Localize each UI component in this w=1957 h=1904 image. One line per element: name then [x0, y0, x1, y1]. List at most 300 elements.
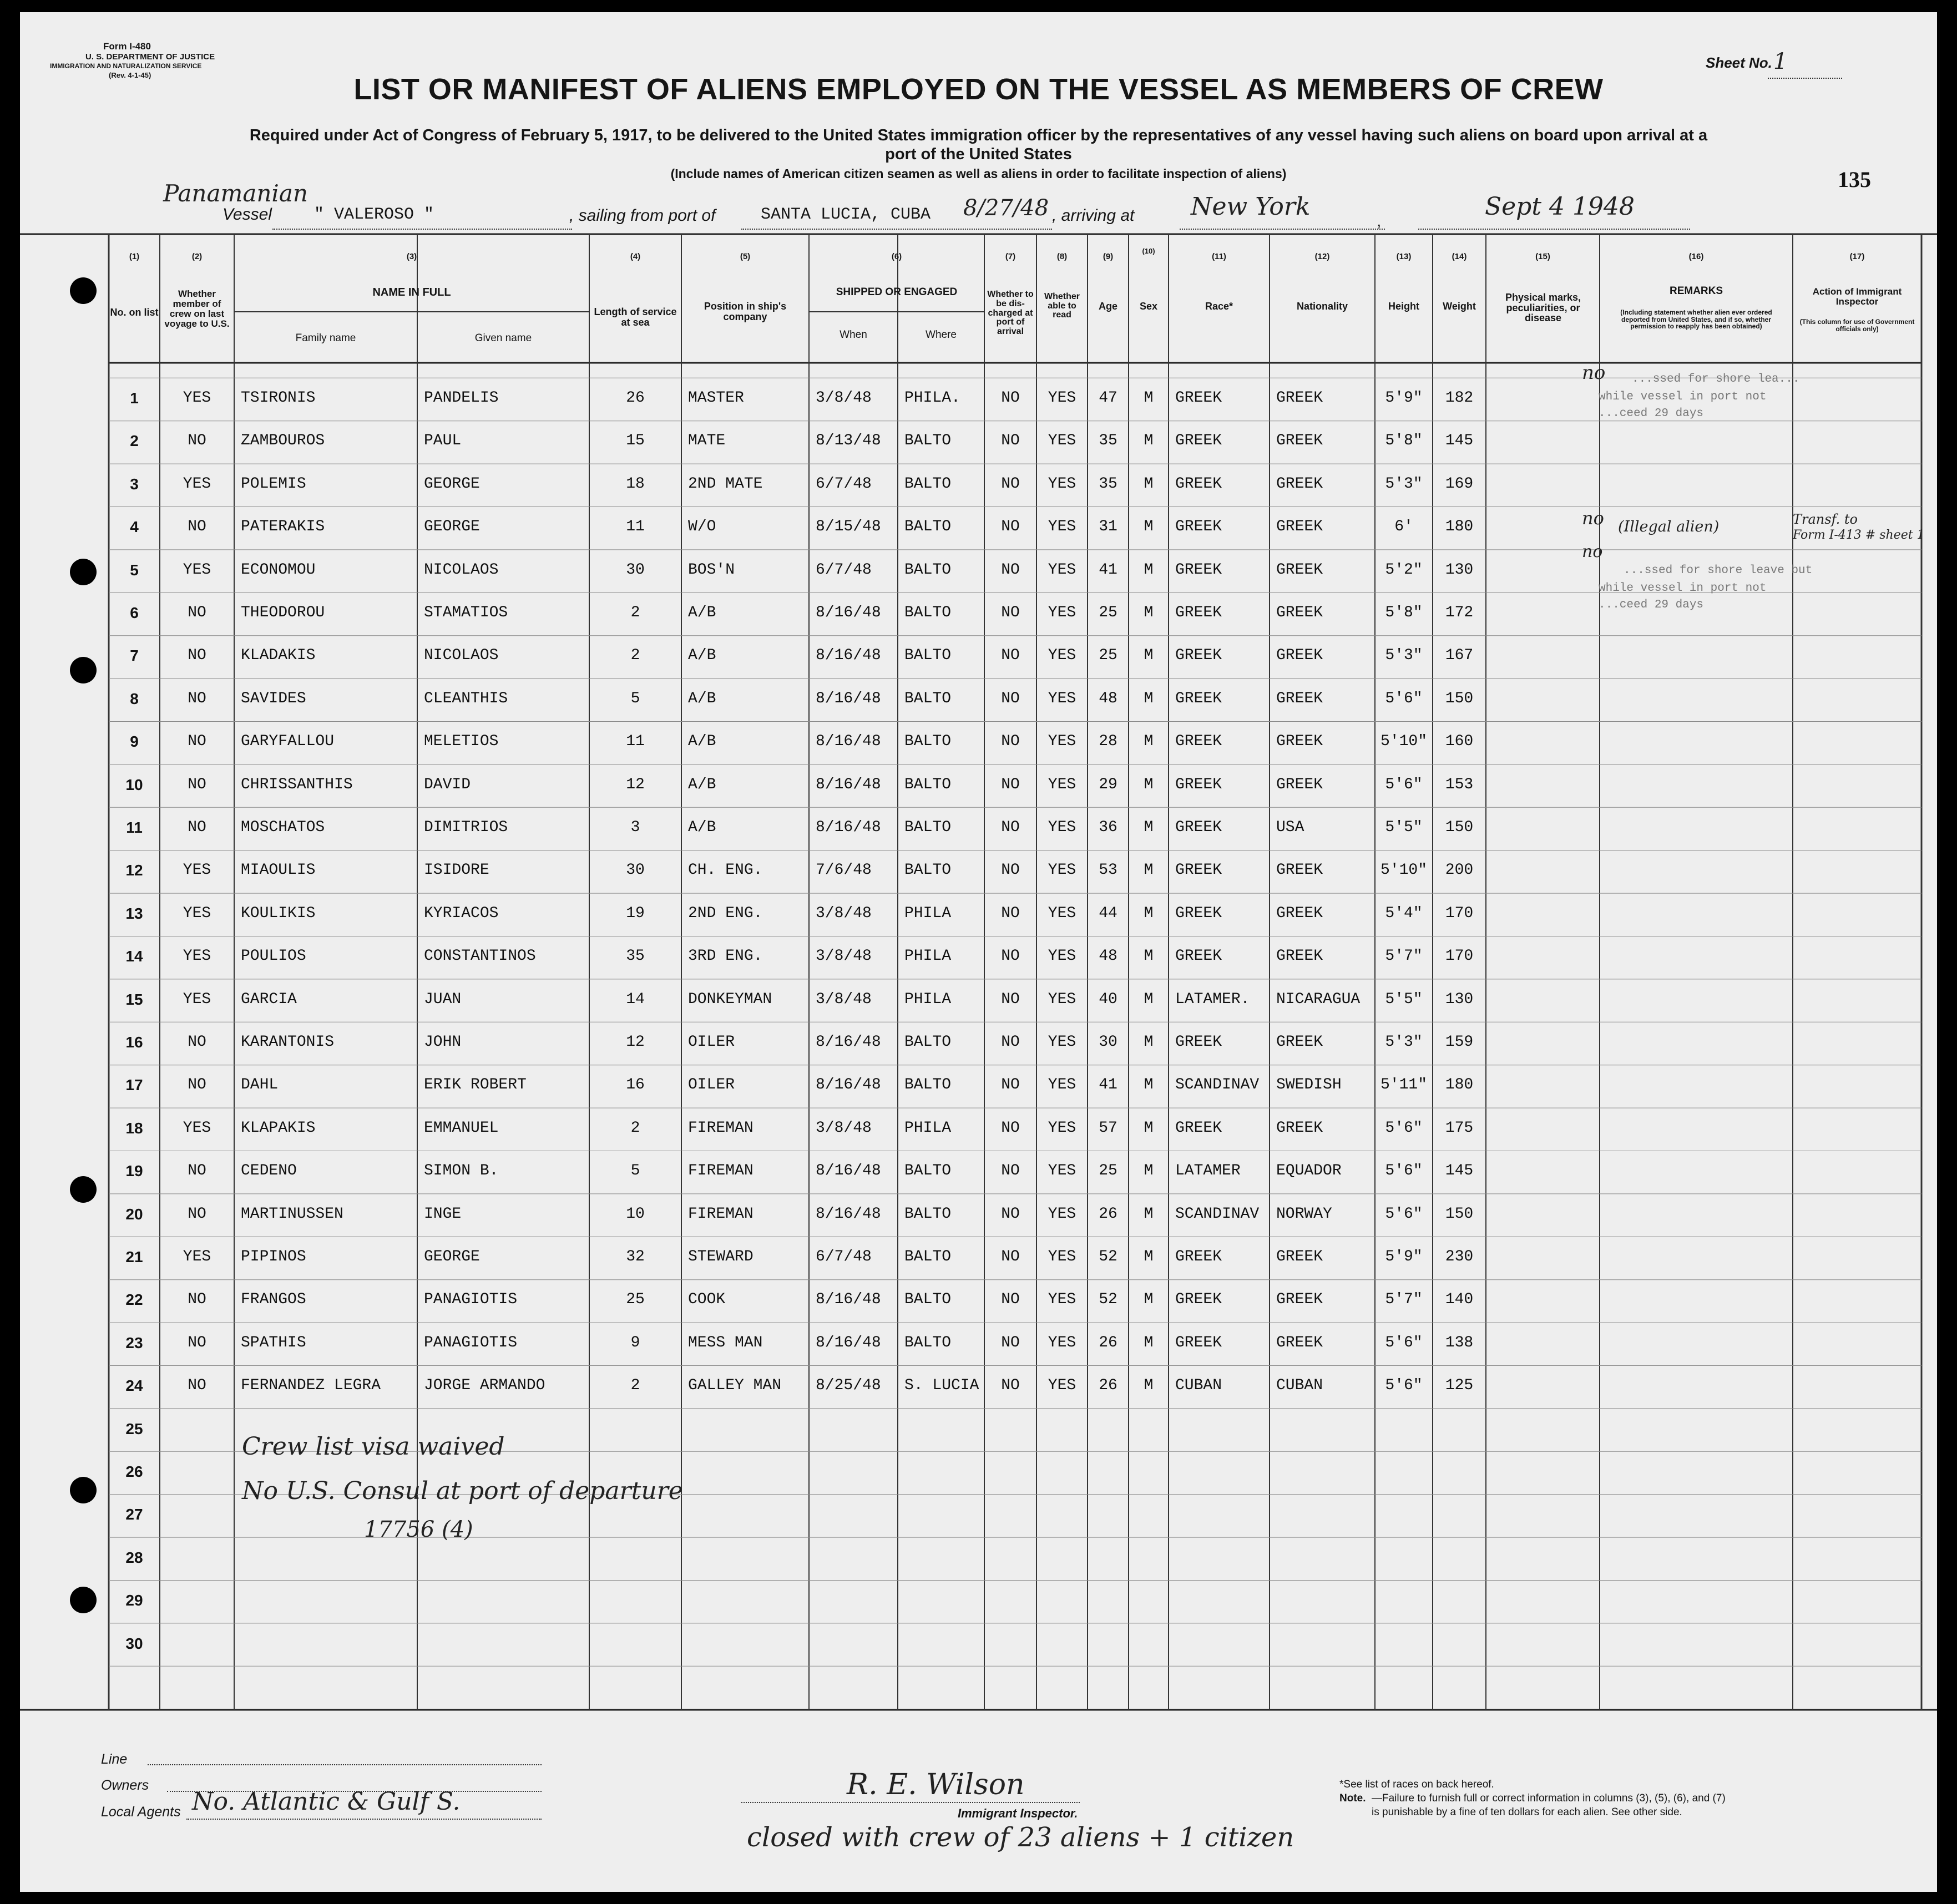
- cell-sex: M: [1144, 776, 1154, 793]
- note-visa-waived: Crew list visa waived: [242, 1432, 505, 1461]
- cell-when: 8/16/48: [816, 1334, 881, 1351]
- cell-weight: 175: [1445, 1119, 1474, 1137]
- cell-read: YES: [1048, 776, 1076, 793]
- cell-height: 5'3": [1385, 647, 1423, 665]
- cell-service: 2: [630, 604, 640, 621]
- note-label: Note.: [1339, 1792, 1366, 1804]
- cell-age: 25: [1099, 604, 1117, 621]
- cell-service: 16: [626, 1076, 645, 1094]
- cell-service: 11: [626, 518, 645, 536]
- cell-position: 3RD ENG.: [688, 948, 763, 965]
- cell-when: 3/8/48: [816, 1119, 872, 1137]
- cell-read: YES: [1048, 904, 1076, 922]
- col-11-number: (11): [1212, 252, 1226, 262]
- col-17-header: Action of Immigrant Inspector: [1812, 286, 1902, 307]
- cell-sex: M: [1144, 432, 1154, 450]
- cell-read: YES: [1048, 1377, 1076, 1395]
- cell-position: DONKEYMAN: [688, 990, 772, 1008]
- comma-separator: ,: [1377, 212, 1382, 230]
- cell-read: YES: [1048, 733, 1076, 751]
- cell-position: CH. ENG.: [688, 862, 763, 879]
- cell-read: YES: [1048, 1291, 1076, 1309]
- line-field: [148, 1764, 542, 1765]
- cell-age: 52: [1099, 1291, 1117, 1309]
- cell-given: EMMANUEL: [424, 1119, 499, 1137]
- cell-nationality: GREEK: [1276, 690, 1323, 707]
- remark-5-mark: no: [1582, 542, 1603, 561]
- cell-position: FIREMAN: [688, 1119, 754, 1137]
- cell-read: YES: [1048, 647, 1076, 665]
- cell-family: GARCIA: [241, 990, 297, 1008]
- cell-weight: 200: [1445, 862, 1474, 879]
- cell-when: 8/16/48: [816, 604, 881, 621]
- remark-1-text-3: ...ceed 29 days: [1599, 407, 1704, 420]
- col-8-number: (8): [1056, 252, 1068, 262]
- cell-discharged: NO: [1001, 948, 1020, 965]
- cell-race: GREEK: [1175, 904, 1222, 922]
- cell-discharged: NO: [1001, 647, 1020, 665]
- cell-family: FERNANDEZ LEGRA: [241, 1377, 381, 1395]
- cell-service: 19: [626, 904, 645, 922]
- cell-weight: 153: [1445, 776, 1474, 793]
- cell-service: 9: [630, 1334, 640, 1351]
- agents-field: [186, 1819, 542, 1820]
- cell-weight: 170: [1445, 948, 1474, 965]
- cell-race: SCANDINAV: [1175, 1205, 1260, 1223]
- cell-where: BALTO: [904, 1034, 952, 1051]
- cell-given: ERIK ROBERT: [424, 1076, 527, 1094]
- cell-age: 30: [1099, 1034, 1117, 1051]
- cell-when: 6/7/48: [816, 561, 872, 579]
- cell-nationality: GREEK: [1276, 561, 1323, 579]
- cell-where: BALTO: [904, 862, 952, 879]
- cell-sex: M: [1144, 604, 1154, 621]
- action-4-text-1: Transf. to: [1793, 512, 1858, 527]
- cell-weight: 160: [1445, 733, 1474, 751]
- agents-label: Local Agents: [101, 1804, 181, 1820]
- cell-no: 14: [125, 948, 143, 965]
- cell-last: YES: [183, 948, 211, 965]
- action-4-text-2: Form I-413 # sheet 1: [1793, 528, 1925, 542]
- col-13-header: Height: [1388, 300, 1419, 312]
- sheet-number: 1: [1773, 49, 1788, 74]
- cell-where: PHILA: [904, 1119, 952, 1137]
- cell-nationality: CUBAN: [1276, 1377, 1323, 1395]
- cell-given: MELETIOS: [424, 733, 499, 751]
- remark-1-text-2: while vessel in port not: [1599, 391, 1767, 403]
- cell-last: YES: [183, 862, 211, 879]
- cell-sex: M: [1144, 1377, 1154, 1395]
- cell-nationality: GREEK: [1276, 518, 1323, 536]
- cell-no: 16: [125, 1034, 143, 1051]
- cell-given: PAUL: [424, 432, 462, 450]
- cell-discharged: NO: [1001, 862, 1020, 879]
- cell-when: 8/16/48: [816, 1205, 881, 1223]
- cell-position: 2ND ENG.: [688, 904, 763, 922]
- cell-family: KARANTONIS: [241, 1034, 335, 1051]
- cell-nationality: GREEK: [1276, 733, 1323, 751]
- col-6b-header: Where: [926, 329, 957, 341]
- cell-weight: 150: [1445, 690, 1474, 707]
- cell-race: GREEK: [1175, 819, 1222, 836]
- cell-weight: 169: [1445, 475, 1474, 493]
- cell-service: 30: [626, 561, 645, 579]
- cell-last: NO: [188, 432, 206, 450]
- cell-last: YES: [183, 1248, 211, 1265]
- cell-race: GREEK: [1175, 475, 1222, 493]
- cell-discharged: NO: [1001, 1377, 1020, 1395]
- cell-service: 5: [630, 690, 640, 707]
- cell-age: 35: [1099, 432, 1117, 450]
- cell-family: MIAOULIS: [241, 862, 316, 879]
- cell-discharged: NO: [1001, 819, 1020, 836]
- cell-height: 5'11": [1380, 1076, 1427, 1094]
- cell-read: YES: [1048, 432, 1076, 450]
- cell-family: ZAMBOUROS: [241, 432, 325, 450]
- cell-given: GEORGE: [424, 475, 480, 493]
- cell-when: 8/16/48: [816, 1162, 881, 1180]
- cell-no: 27: [125, 1506, 143, 1523]
- cell-nationality: SWEDISH: [1276, 1076, 1342, 1094]
- cell-given: SIMON B.: [424, 1162, 499, 1180]
- cell-given: PANAGIOTIS: [424, 1291, 518, 1309]
- cell-sex: M: [1144, 561, 1154, 579]
- cell-height: 5'6": [1385, 1377, 1423, 1395]
- punch-hole: [70, 657, 97, 683]
- cell-height: 5'3": [1385, 475, 1423, 493]
- cell-when: 8/16/48: [816, 776, 881, 793]
- punch-hole: [70, 1477, 97, 1503]
- col-4-header: Length of service at sea: [594, 306, 677, 328]
- cell-service: 32: [626, 1248, 645, 1265]
- col-17-number: (17): [1849, 252, 1865, 262]
- cell-last: YES: [183, 990, 211, 1008]
- cell-family: TSIRONIS: [241, 389, 316, 407]
- cell-given: KYRIACOS: [424, 904, 499, 922]
- cell-read: YES: [1048, 518, 1076, 536]
- cell-sex: M: [1144, 819, 1154, 836]
- cell-nationality: GREEK: [1276, 389, 1323, 407]
- remark-5-text-1: ...ssed for shore leave but: [1624, 564, 1813, 577]
- cell-sex: M: [1144, 990, 1154, 1008]
- col-3-number: (3): [406, 252, 417, 262]
- col-1-number: (1): [129, 252, 140, 262]
- cell-read: YES: [1048, 1205, 1076, 1223]
- cell-nationality: GREEK: [1276, 1248, 1323, 1265]
- cell-given: ISIDORE: [424, 862, 489, 879]
- cell-where: BALTO: [904, 604, 952, 621]
- form-subtitle-note: (Include names of American citizen seamen as well as aliens in order to facilitate inspection of aliens): [670, 166, 1287, 181]
- cell-height: 5'10": [1380, 862, 1427, 879]
- cell-where: BALTO: [904, 776, 952, 793]
- cell-last: NO: [188, 1377, 206, 1395]
- cell-last: NO: [188, 1334, 206, 1351]
- cell-race: LATAMER: [1175, 1162, 1241, 1180]
- vessel-name: " VALEROSO ": [314, 205, 434, 224]
- cell-discharged: NO: [1001, 1076, 1020, 1094]
- cell-age: 35: [1099, 475, 1117, 493]
- cell-no: 19: [125, 1162, 143, 1180]
- cell-race: GREEK: [1175, 389, 1222, 407]
- cell-service: 14: [626, 990, 645, 1008]
- cell-weight: 150: [1445, 819, 1474, 836]
- cell-position: OILER: [688, 1076, 735, 1094]
- cell-given: JORGE ARMANDO: [424, 1377, 545, 1395]
- cell-position: A/B: [688, 690, 716, 707]
- cell-age: 26: [1099, 1205, 1117, 1223]
- cell-age: 26: [1099, 1377, 1117, 1395]
- cell-nationality: GREEK: [1276, 776, 1323, 793]
- cell-height: 5'6": [1385, 776, 1423, 793]
- cell-age: 25: [1099, 1162, 1117, 1180]
- cell-race: GREEK: [1175, 1291, 1222, 1309]
- col-6-header: SHIPPED OR ENGAGED: [836, 286, 958, 298]
- cell-service: 10: [626, 1205, 645, 1223]
- cell-last: NO: [188, 518, 206, 536]
- cell-discharged: NO: [1001, 1034, 1020, 1051]
- cell-read: YES: [1048, 1076, 1076, 1094]
- cell-where: PHILA: [904, 904, 952, 922]
- col-5-number: (5): [740, 252, 751, 262]
- cell-service: 2: [630, 1119, 640, 1137]
- cell-when: 8/15/48: [816, 518, 881, 536]
- cell-read: YES: [1048, 862, 1076, 879]
- col-5-header: Position in ship's company: [704, 301, 787, 322]
- cell-given: CONSTANTINOS: [424, 948, 536, 965]
- col-14-number: (14): [1452, 252, 1467, 262]
- cell-race: GREEK: [1175, 561, 1222, 579]
- cell-age: 53: [1099, 862, 1117, 879]
- cell-position: A/B: [688, 819, 716, 836]
- cell-nationality: GREEK: [1276, 1034, 1323, 1051]
- form-number: Form I-480: [103, 41, 151, 52]
- cell-last: YES: [183, 904, 211, 922]
- cell-family: KOULIKIS: [241, 904, 316, 922]
- cell-when: 8/16/48: [816, 733, 881, 751]
- cell-no: 28: [125, 1548, 143, 1566]
- cell-family: SAVIDES: [241, 690, 306, 707]
- cell-no: 29: [125, 1592, 143, 1609]
- col-9-number: (9): [1103, 252, 1114, 262]
- cell-where: BALTO: [904, 1162, 952, 1180]
- cell-sex: M: [1144, 690, 1154, 707]
- cell-position: A/B: [688, 647, 716, 665]
- cell-age: 44: [1099, 904, 1117, 922]
- cell-weight: 140: [1445, 1291, 1474, 1309]
- cell-sex: M: [1144, 1248, 1154, 1265]
- remark-1-mark: no: [1582, 362, 1606, 384]
- cell-read: YES: [1048, 1162, 1076, 1180]
- cell-height: 5'10": [1380, 733, 1427, 751]
- cell-race: GREEK: [1175, 432, 1222, 450]
- col-13-number: (13): [1396, 252, 1412, 262]
- cell-height: 5'6": [1385, 1205, 1423, 1223]
- cell-nationality: GREEK: [1276, 1291, 1323, 1309]
- cell-height: 5'6": [1385, 690, 1423, 707]
- cell-last: NO: [188, 1076, 206, 1094]
- cell-family: ECONOMOU: [241, 561, 316, 579]
- cell-given: DAVID: [424, 776, 471, 793]
- punch-hole: [70, 559, 97, 585]
- cell-discharged: NO: [1001, 518, 1020, 536]
- cell-race: GREEK: [1175, 862, 1222, 879]
- cell-service: 12: [626, 776, 645, 793]
- cell-service: 2: [630, 1377, 640, 1395]
- cell-sex: M: [1144, 948, 1154, 965]
- cell-service: 25: [626, 1291, 645, 1309]
- cell-given: GEORGE: [424, 1248, 480, 1265]
- cell-read: YES: [1048, 1119, 1076, 1137]
- note-text-2: is punishable by a fine of ten dollars for each alien. See other side.: [1372, 1806, 1682, 1818]
- cell-no: 26: [125, 1463, 143, 1480]
- cell-age: 31: [1099, 518, 1117, 536]
- cell-where: PHILA: [904, 990, 952, 1008]
- cell-height: 5'5": [1385, 819, 1423, 836]
- cell-given: DIMITRIOS: [424, 819, 508, 836]
- cell-no: 15: [125, 990, 143, 1008]
- cell-nationality: NORWAY: [1276, 1205, 1332, 1223]
- cell-age: 28: [1099, 733, 1117, 751]
- cell-family: FRANGOS: [241, 1291, 306, 1309]
- manifest-sheet: [20, 12, 1937, 1892]
- cell-family: MARTINUSSEN: [241, 1205, 343, 1223]
- cell-height: 5'8": [1385, 432, 1423, 450]
- cell-given: NICOLAOS: [424, 647, 499, 665]
- flag-note: Panamanian: [163, 180, 308, 207]
- cell-no: 5: [130, 561, 139, 579]
- cell-age: 47: [1099, 389, 1117, 407]
- cell-last: YES: [183, 389, 211, 407]
- cell-where: BALTO: [904, 647, 952, 665]
- cell-nationality: GREEK: [1276, 604, 1323, 621]
- col-8-header: Whether able to read: [1044, 291, 1080, 320]
- cell-given: PANDELIS: [424, 389, 499, 407]
- cell-position: FIREMAN: [688, 1205, 754, 1223]
- cell-where: PHILA: [904, 948, 952, 965]
- remark-5-text-2: while vessel in port not: [1599, 582, 1767, 595]
- cell-sex: M: [1144, 904, 1154, 922]
- cell-sex: M: [1144, 475, 1154, 493]
- cell-read: YES: [1048, 1248, 1076, 1265]
- cell-race: GREEK: [1175, 647, 1222, 665]
- cell-discharged: NO: [1001, 904, 1020, 922]
- cell-service: 35: [626, 948, 645, 965]
- cell-nationality: GREEK: [1276, 647, 1323, 665]
- cell-when: 8/16/48: [816, 819, 881, 836]
- cell-service: 18: [626, 475, 645, 493]
- cell-no: 22: [125, 1291, 143, 1309]
- col-15-number: (15): [1535, 252, 1550, 262]
- cell-where: BALTO: [904, 819, 952, 836]
- cell-race: SCANDINAV: [1175, 1076, 1260, 1094]
- cell-given: NICOLAOS: [424, 561, 499, 579]
- cell-position: A/B: [688, 604, 716, 621]
- cell-weight: 130: [1445, 561, 1474, 579]
- cell-family: POULIOS: [241, 948, 306, 965]
- cell-discharged: NO: [1001, 389, 1020, 407]
- cell-sex: M: [1144, 733, 1154, 751]
- col-2-header: Whether member of crew on last voyage to U.S.: [164, 288, 230, 329]
- cell-read: YES: [1048, 819, 1076, 836]
- cell-sex: M: [1144, 1034, 1154, 1051]
- cell-last: NO: [188, 690, 206, 707]
- cell-weight: 145: [1445, 432, 1474, 450]
- cell-no: 3: [130, 475, 139, 493]
- cell-position: MATE: [688, 432, 726, 450]
- cell-last: NO: [188, 776, 206, 793]
- cell-read: YES: [1048, 948, 1076, 965]
- cell-family: PATERAKIS: [241, 518, 325, 536]
- service: IMMIGRATION AND NATURALIZATION SERVICE: [50, 62, 202, 70]
- sailing-line: [741, 229, 1052, 230]
- cell-no: 12: [125, 862, 143, 879]
- col-3-header: NAME IN FULL: [372, 286, 451, 298]
- cell-given: JUAN: [424, 990, 462, 1008]
- cell-read: YES: [1048, 561, 1076, 579]
- arriving-line: [1180, 229, 1385, 230]
- cell-family: CEDENO: [241, 1162, 297, 1180]
- cell-age: 40: [1099, 990, 1117, 1008]
- cell-given: INGE: [424, 1205, 462, 1223]
- cell-sex: M: [1144, 1076, 1154, 1094]
- cell-position: BOS'N: [688, 561, 735, 579]
- col-11-header: Race*: [1205, 300, 1233, 312]
- cell-race: CUBAN: [1175, 1377, 1222, 1395]
- form-title: LIST OR MANIFEST OF ALIENS EMPLOYED ON THE VESSEL AS MEMBERS OF CREW: [353, 73, 1604, 106]
- owners-label: Owners: [101, 1778, 149, 1793]
- cell-family: CHRISSANTHIS: [241, 776, 353, 793]
- sheet-label: Sheet No.: [1706, 54, 1772, 71]
- cell-age: 26: [1099, 1334, 1117, 1351]
- cell-service: 26: [626, 389, 645, 407]
- note-no-consul: No U.S. Consul at port of departure: [242, 1477, 683, 1505]
- col-7-header: Whether to be dis-charged at port of arrival: [987, 290, 1034, 337]
- cell-weight: 180: [1445, 518, 1474, 536]
- col-16-number: (16): [1688, 252, 1704, 262]
- arriving-port: New York: [1191, 193, 1311, 221]
- col-7-number: (7): [1005, 252, 1016, 262]
- cell-race: LATAMER.: [1175, 990, 1250, 1008]
- cell-weight: 138: [1445, 1334, 1474, 1351]
- cell-family: SPATHIS: [241, 1334, 306, 1351]
- cell-nationality: GREEK: [1276, 948, 1323, 965]
- cell-last: YES: [183, 1119, 211, 1137]
- cell-when: 7/6/48: [816, 862, 872, 879]
- cell-when: 3/8/48: [816, 904, 872, 922]
- col-9-header: Age: [1098, 300, 1117, 312]
- cell-nationality: GREEK: [1276, 1334, 1323, 1351]
- cell-read: YES: [1048, 475, 1076, 493]
- cell-where: BALTO: [904, 475, 952, 493]
- cell-weight: 180: [1445, 1076, 1474, 1094]
- race-note: *See list of races on back hereof.: [1339, 1779, 1494, 1790]
- cell-no: 7: [130, 647, 139, 665]
- line-label: Line: [101, 1751, 128, 1767]
- cell-last: NO: [188, 1162, 206, 1180]
- cell-service: 5: [630, 1162, 640, 1180]
- cell-read: YES: [1048, 1334, 1076, 1351]
- cell-where: BALTO: [904, 690, 952, 707]
- cell-sex: M: [1144, 389, 1154, 407]
- remark-4-mark: no: [1582, 508, 1604, 529]
- cell-height: 5'7": [1385, 1291, 1423, 1309]
- cell-sex: M: [1144, 1162, 1154, 1180]
- cell-when: 8/16/48: [816, 647, 881, 665]
- note-text-1: —Failure to furnish full or correct information in columns (3), (5), (6), and (7): [1372, 1792, 1726, 1804]
- cell-position: A/B: [688, 733, 716, 751]
- cell-where: BALTO: [904, 1248, 952, 1265]
- cell-position: FIREMAN: [688, 1162, 754, 1180]
